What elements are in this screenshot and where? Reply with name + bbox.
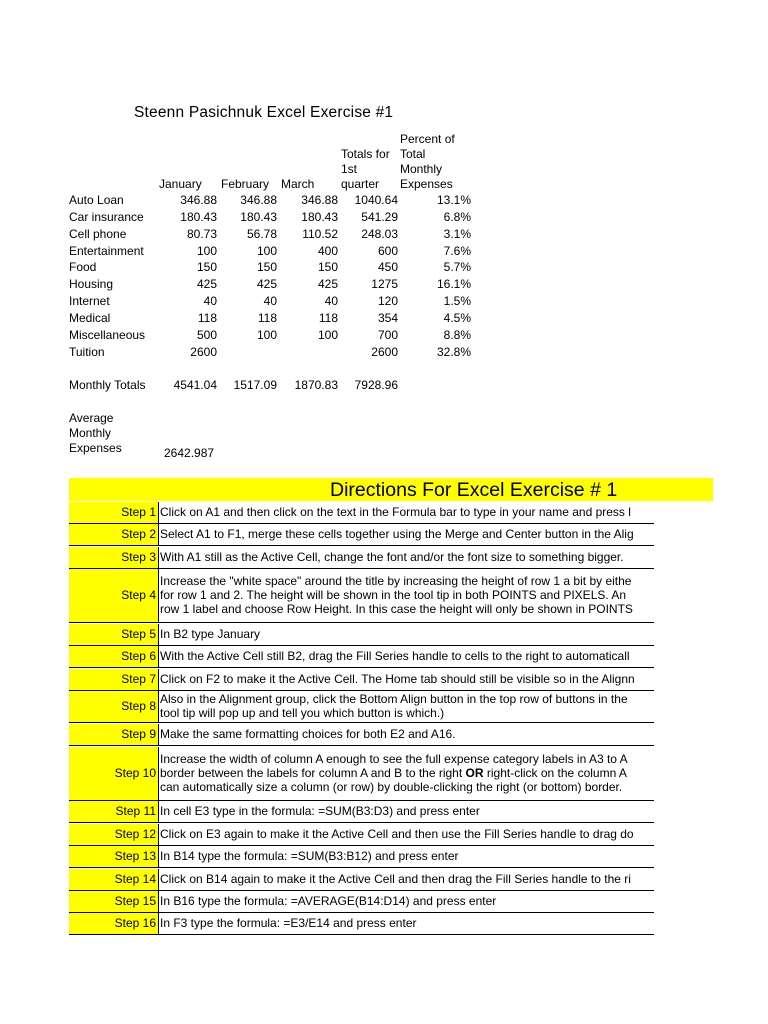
expense-jan-cell: 40 xyxy=(203,294,217,308)
step-label: Step 14 xyxy=(69,869,158,890)
step-divider xyxy=(158,747,159,800)
step-instruction: Click on E3 again to make it the Active Cell and then use the Fill Series handle to drag do xyxy=(160,827,634,841)
expense-mar-cell: 110.52 xyxy=(302,227,338,241)
step-divider xyxy=(158,724,159,745)
average-label-line: Monthly xyxy=(69,426,112,440)
step-row-border xyxy=(69,745,654,746)
step-label: Step 9 xyxy=(69,724,158,745)
step-label: Step 12 xyxy=(69,824,158,845)
header-percent-line: Expenses xyxy=(400,177,453,191)
expense-mar-cell: 100 xyxy=(317,328,338,342)
header-january: January xyxy=(159,177,202,191)
step-instruction-line: Also in the Alignment group, click the Bottom Align button in the top row of buttons in the xyxy=(160,692,628,706)
expense-quarter-cell: 2600 xyxy=(371,345,398,359)
step-instruction: In F3 type the formula: =E3/E14 and press enter xyxy=(160,916,417,930)
step-row-border xyxy=(69,934,654,935)
step-label: Step 7 xyxy=(69,669,158,690)
expense-percent-cell: 32.8% xyxy=(436,345,471,359)
monthly-totals-label: Monthly Totals xyxy=(69,378,146,392)
step-instruction: In cell E3 type in the formula: =SUM(B3:D3) and press enter xyxy=(160,804,480,818)
step-instruction xyxy=(160,574,655,616)
step-instruction-line: Increase the "white space" around the title by increasing the height of row 1 a bit by eithe xyxy=(160,574,632,588)
expense-feb-cell: 100 xyxy=(256,328,277,342)
directions-title: Directions For Excel Exercise # 1 xyxy=(330,479,618,501)
expense-feb-cell xyxy=(210,344,277,360)
step-instruction-text: border between the labels for column A and B to the right xyxy=(160,766,466,780)
expense-label: Cell phone xyxy=(69,227,127,241)
step-label: Step 4 xyxy=(69,569,158,622)
header-march: March xyxy=(281,177,315,191)
expense-percent-cell: 13.1% xyxy=(436,193,471,207)
step-row-border xyxy=(69,722,654,723)
expense-quarter-cell: 541.29 xyxy=(361,210,398,224)
expense-percent-cell: 7.6% xyxy=(443,244,471,258)
expense-label: Miscellaneous xyxy=(69,328,146,342)
expense-feb-cell: 180.43 xyxy=(240,210,277,224)
step-instruction-text: right-click on the column A xyxy=(483,766,627,780)
expense-jan-cell: 100 xyxy=(196,244,217,258)
monthly-total-mar: 1870.83 xyxy=(294,378,338,392)
monthly-total-quarter: 7928.96 xyxy=(354,378,398,392)
header-totals-line: 1st xyxy=(341,162,358,176)
step-instruction: Select A1 to F1, merge these cells together using the Merge and Center button in the Alig xyxy=(160,527,634,541)
step-label: Step 8 xyxy=(69,691,158,722)
expense-percent-cell: 5.7% xyxy=(443,260,471,274)
expense-quarter-cell: 450 xyxy=(377,260,398,274)
header-totals-line: quarter xyxy=(341,177,380,191)
step-row-border xyxy=(69,545,654,546)
expense-feb-cell: 425 xyxy=(256,277,277,291)
expense-jan-cell: 80.73 xyxy=(186,227,217,241)
expense-feb-cell: 150 xyxy=(256,260,277,274)
expense-mar-cell: 150 xyxy=(317,260,338,274)
step-instruction-line: for row 1 and 2. The height will be shown in the tool tip in both POINTS and PIXELS. An xyxy=(160,588,627,602)
step-row-border xyxy=(69,622,654,623)
header-percent xyxy=(400,132,455,192)
step-instruction: With A1 still as the Active Cell, change the font and/or the font size to something bigger. xyxy=(160,550,624,564)
step-instruction: With the Active Cell still B2, drag the Fill Series handle to cells to the right to automaticall xyxy=(160,649,630,663)
step-label: Step 11 xyxy=(69,801,158,822)
header-totals-line: Totals for xyxy=(341,147,390,161)
expense-percent-cell: 3.1% xyxy=(443,227,471,241)
expense-percent-cell: 8.8% xyxy=(443,328,471,342)
step-divider xyxy=(158,891,159,912)
expense-quarter-cell: 354 xyxy=(377,311,398,325)
sheet-title: Steenn Pasichnuk Excel Exercise #1 xyxy=(134,104,394,121)
expense-percent-cell: 4.5% xyxy=(443,311,471,325)
monthly-total-jan: 4541.04 xyxy=(173,378,217,392)
step-divider xyxy=(158,869,159,890)
expense-label: Food xyxy=(69,260,97,274)
step-divider xyxy=(158,624,159,645)
expense-percent-cell: 6.8% xyxy=(443,210,471,224)
step-instruction: In B14 type the formula: =SUM(B3:B12) and press enter xyxy=(160,849,459,863)
expense-label: Auto Loan xyxy=(69,193,124,207)
expense-feb-cell: 56.78 xyxy=(246,227,277,241)
step-divider xyxy=(158,691,159,722)
step-divider xyxy=(158,569,159,622)
expense-label: Housing xyxy=(69,277,114,291)
step-instruction xyxy=(160,692,655,720)
header-totals xyxy=(341,147,390,192)
expense-mar-cell xyxy=(270,344,338,360)
step-instruction-line: row 1 label and choose Row Height. In this case the height will only be shown in POINTS xyxy=(160,602,633,616)
monthly-total-feb: 1517.09 xyxy=(233,378,277,392)
step-instruction-line: tool tip will pop up and tell you which button is which.) xyxy=(160,706,445,720)
step-label: Step 2 xyxy=(69,524,158,545)
average-label-line: Average xyxy=(69,411,114,425)
step-divider xyxy=(158,846,159,867)
expense-jan-cell: 150 xyxy=(196,260,217,274)
expense-label: Car insurance xyxy=(69,210,144,224)
step-instruction: Click on A1 and then click on the text in the Formula bar to type in your name and press l xyxy=(160,505,631,519)
step-label: Step 16 xyxy=(69,913,158,934)
expense-label: Tuition xyxy=(69,345,105,359)
expense-mar-cell: 400 xyxy=(317,244,338,258)
step-instruction: Make the same formatting choices for both E2 and A16. xyxy=(160,727,456,741)
step-instruction-line xyxy=(160,766,655,780)
expense-quarter-cell: 248.03 xyxy=(361,227,398,241)
header-percent-line: Total xyxy=(400,147,426,161)
step-label: Step 10 xyxy=(69,747,158,800)
step-label: Step 15 xyxy=(69,891,158,912)
expense-jan-cell: 118 xyxy=(197,311,217,325)
step-instruction-line: Increase the width of column A enough to see the full expense category labels in A3 to A xyxy=(160,752,628,766)
expense-feb-cell: 346.88 xyxy=(240,193,277,207)
step-row-border xyxy=(69,867,654,868)
step-label: Step 3 xyxy=(69,547,158,568)
expense-mar-cell: 425 xyxy=(317,277,338,291)
expense-label: Medical xyxy=(69,311,111,325)
step-instruction: In B16 type the formula: =AVERAGE(B14:D14) and press enter xyxy=(160,894,497,908)
expense-quarter-cell: 600 xyxy=(377,244,398,258)
step-instruction-line: can automatically size a column (or row) by double-clicking the right (or bottom) border. xyxy=(160,780,623,794)
expense-mar-cell: 40 xyxy=(324,294,338,308)
header-percent-line: Monthly xyxy=(400,162,443,176)
step-divider xyxy=(158,913,159,934)
expense-jan-cell: 500 xyxy=(196,328,217,342)
step-row-border xyxy=(69,667,654,668)
expense-label: Entertainment xyxy=(69,244,144,258)
step-label: Step 1 xyxy=(69,502,158,523)
step-instruction xyxy=(160,752,655,794)
step-instruction: Click on B14 again to make it the Active Cell and then drag the Fill Series handle to the ri xyxy=(160,872,631,886)
expense-jan-cell: 425 xyxy=(196,277,217,291)
average-value: 2642.987 xyxy=(164,446,215,460)
step-divider xyxy=(158,524,159,545)
expense-quarter-cell: 700 xyxy=(377,328,398,342)
step-divider xyxy=(158,801,159,822)
expense-mar-cell: 346.88 xyxy=(301,193,338,207)
average-label xyxy=(69,411,122,456)
expense-quarter-cell: 1040.64 xyxy=(354,193,398,207)
expense-mar-cell: 180.43 xyxy=(301,210,338,224)
expense-quarter-cell: 120 xyxy=(377,294,398,308)
step-instruction: In B2 type January xyxy=(160,627,261,641)
expense-quarter-cell: 1275 xyxy=(371,277,398,291)
expense-feb-cell: 100 xyxy=(256,244,277,258)
expense-mar-cell: 118 xyxy=(318,311,338,325)
step-row-border xyxy=(69,822,654,823)
expense-jan-cell: 346.88 xyxy=(180,193,217,207)
expense-jan-cell: 180.43 xyxy=(180,210,217,224)
step-divider xyxy=(158,669,159,690)
expense-feb-cell: 118 xyxy=(257,311,277,325)
step-divider xyxy=(158,824,159,845)
step-instruction: Click on F2 to make it the Active Cell. The Home tab should still be visible so in the Alignn xyxy=(160,672,635,686)
step-instruction-emphasis: OR xyxy=(465,766,484,780)
expense-feb-cell: 40 xyxy=(263,294,277,308)
step-divider xyxy=(158,547,159,568)
step-divider xyxy=(158,502,159,523)
expense-percent-cell: 16.1% xyxy=(436,277,471,291)
expense-percent-cell: 1.5% xyxy=(443,294,471,308)
header-february: February xyxy=(221,177,270,191)
header-percent-line: Percent of xyxy=(400,132,455,146)
expense-label: Internet xyxy=(69,294,110,308)
step-divider xyxy=(158,646,159,667)
step-label: Step 5 xyxy=(69,624,158,645)
step-label: Step 13 xyxy=(69,846,158,867)
average-label-line: Expenses xyxy=(69,441,122,455)
expense-jan-cell: 2600 xyxy=(190,345,217,359)
step-label: Step 6 xyxy=(69,646,158,667)
